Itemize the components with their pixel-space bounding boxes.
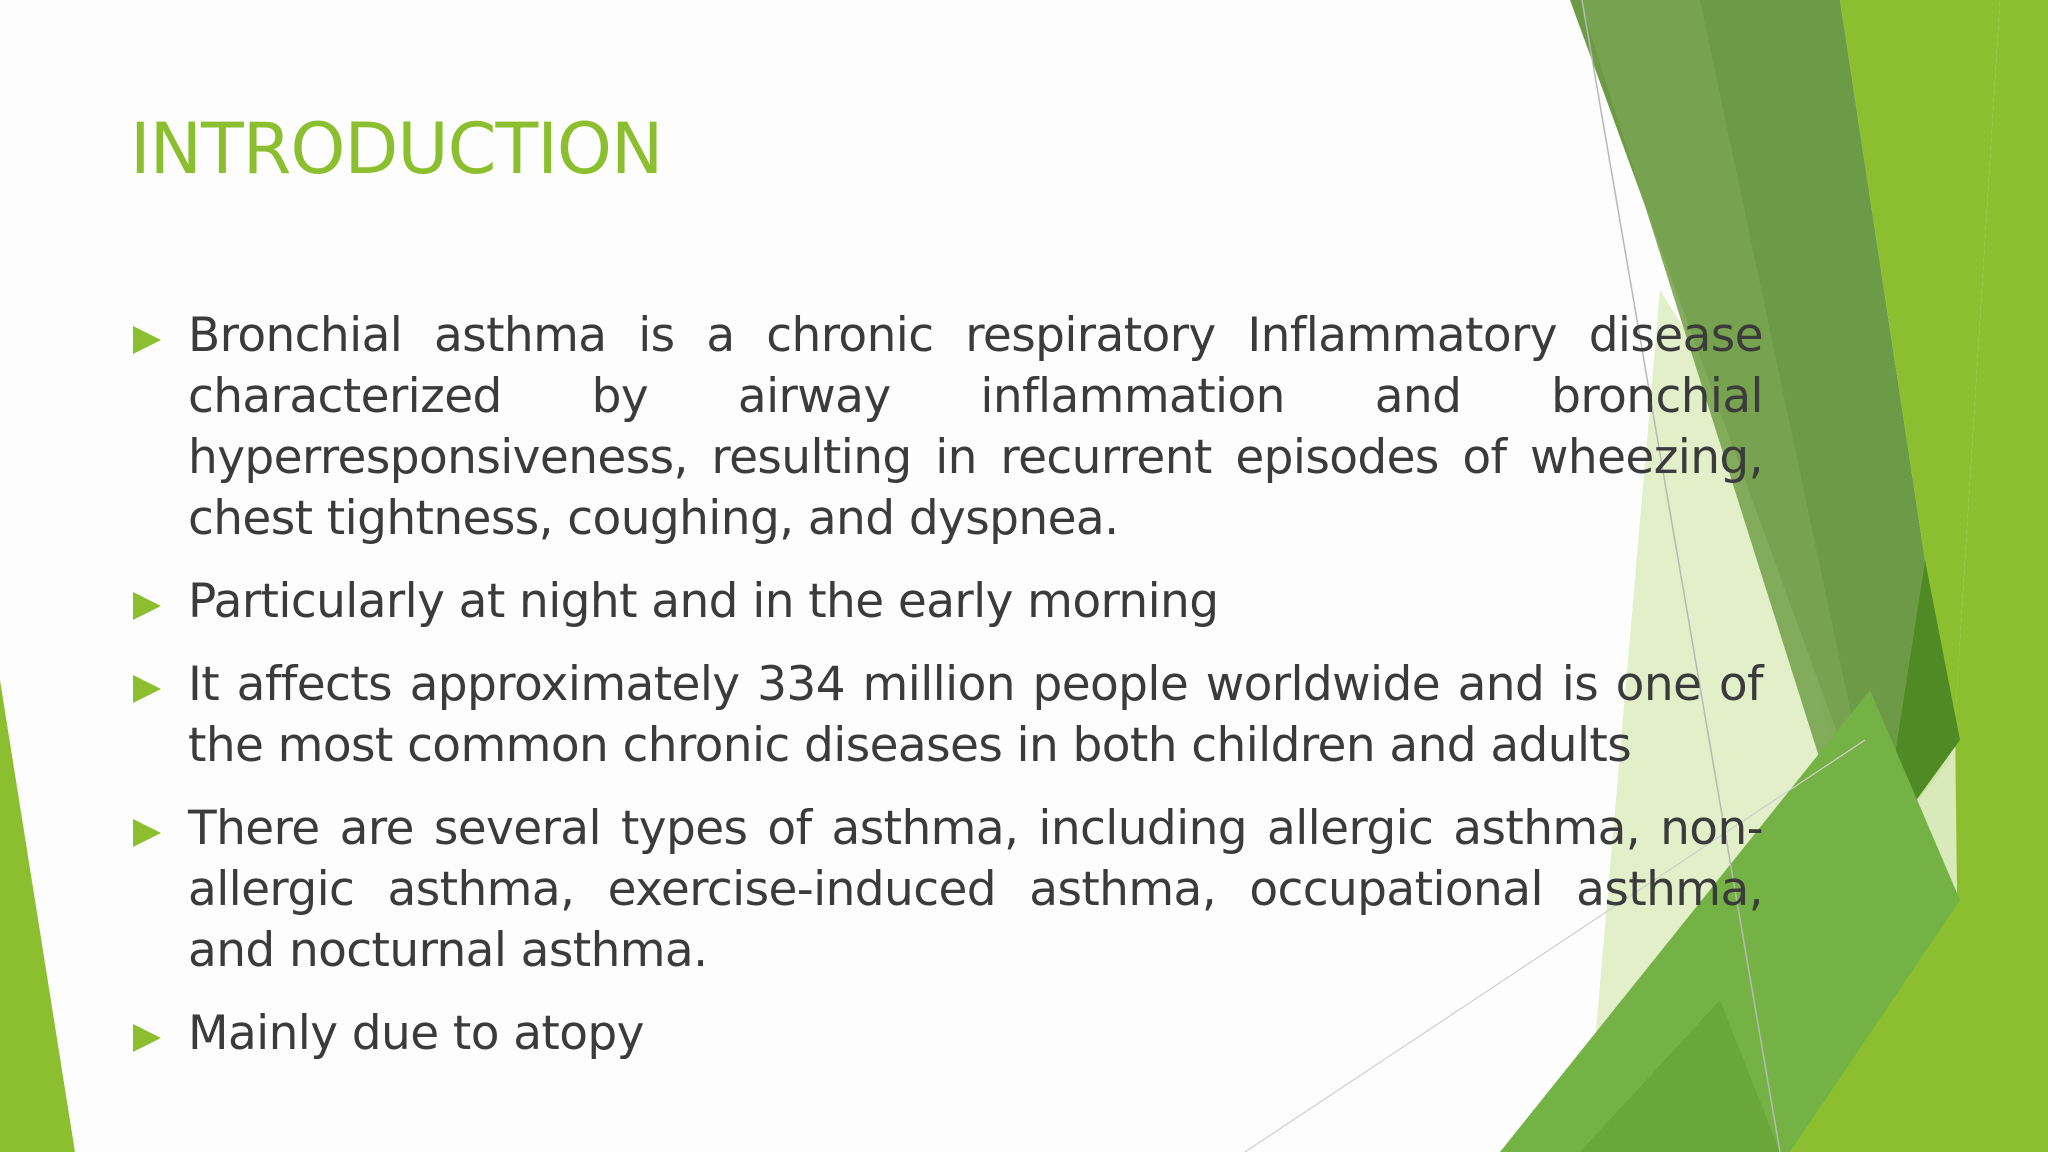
triangle-right-icon xyxy=(133,326,161,354)
bullet-text: Particularly at night and in the early morning xyxy=(188,574,1219,629)
bullet-item xyxy=(133,571,1763,632)
bullet-item xyxy=(133,305,1763,549)
triangle-right-icon xyxy=(133,675,161,703)
bullet-list xyxy=(133,305,1763,1086)
slide-title: INTRODUCTION xyxy=(130,108,663,190)
bullet-text: Bronchial asthma is a chronic respiratory Inflammatory disease characterized by airway inflammation and bronchial hyperresponsiveness, resulting in recurrent episodes of wheezing, chest tightness, coughing, and dyspnea. xyxy=(188,308,1763,546)
triangle-right-icon xyxy=(133,819,161,847)
bullet-item xyxy=(133,798,1763,981)
bullet-text: Mainly due to atopy xyxy=(188,1006,644,1061)
bullet-item xyxy=(133,1003,1763,1064)
triangle-right-icon xyxy=(133,592,161,620)
triangle-right-icon xyxy=(133,1024,161,1052)
bullet-text: It affects approximately 334 million people worldwide and is one of the most common chronic diseases in both children and adults xyxy=(188,657,1763,773)
bullet-text: There are several types of asthma, including allergic asthma, non-allergic asthma, exercise-induced asthma, occupational asthma, and nocturnal asthma. xyxy=(188,801,1763,978)
bullet-item xyxy=(133,654,1763,776)
